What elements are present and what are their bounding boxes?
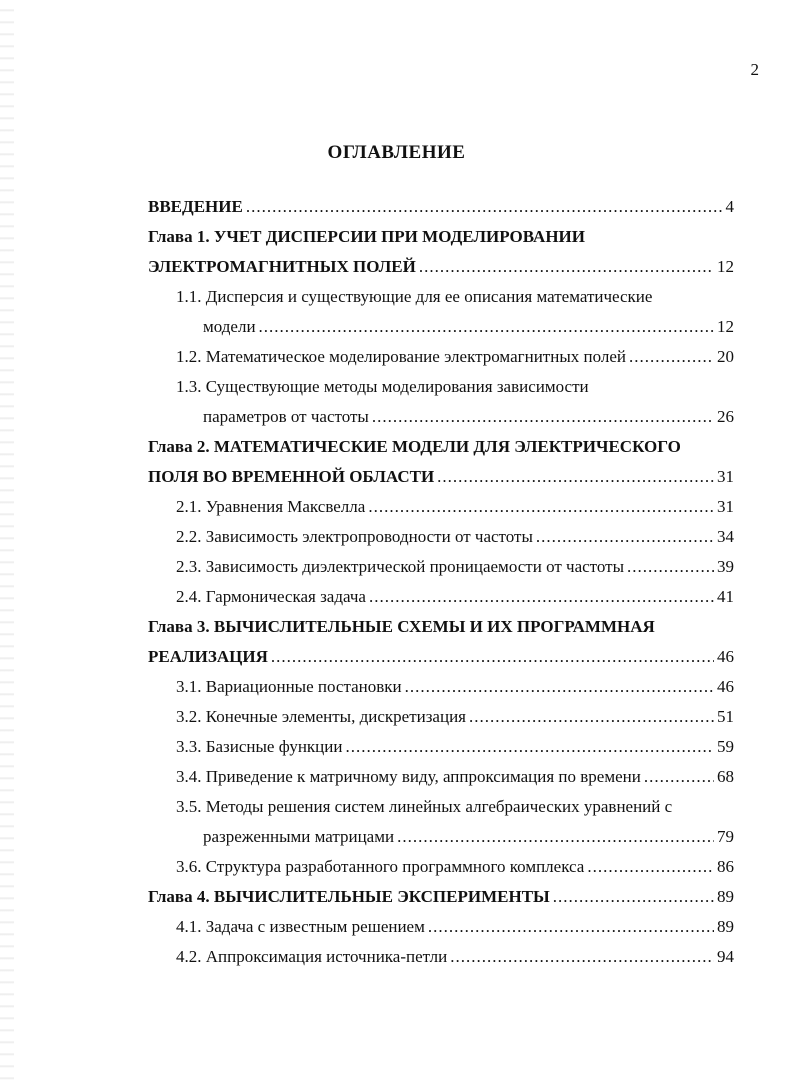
toc-page-number: 89 — [717, 887, 734, 906]
page-title: ОГЛАВЛЕНИЕ — [327, 142, 466, 163]
toc-page-number: 12 — [717, 317, 734, 336]
toc-entry-section-2-1[interactable] — [148, 497, 734, 527]
toc-page-number: 4 — [725, 197, 734, 216]
toc-page-number: 79 — [717, 827, 734, 846]
toc-entry-label: ВВЕДЕНИЕ — [148, 197, 243, 216]
toc-page-number: 12 — [717, 257, 734, 276]
toc-entry-chapter-3-line-2[interactable] — [148, 647, 734, 677]
toc-entry-label: 3.3. Базисные функции — [176, 737, 343, 756]
leader-dots — [368, 497, 714, 517]
toc-entry-label: РЕАЛИЗАЦИЯ — [148, 647, 268, 666]
leader-dots — [259, 317, 714, 337]
toc-page-number: 31 — [717, 497, 734, 516]
toc-entry-label: Глава 3. ВЫЧИСЛИТЕЛЬНЫЕ СХЕМЫ И ИХ ПРОГРАММНАЯ — [148, 617, 655, 636]
toc-page-number: 31 — [717, 467, 734, 486]
toc-entry-label: 3.5. Методы решения систем линейных алгебраических уравнений с — [176, 797, 673, 816]
toc-entry-label: Глава 4. ВЫЧИСЛИТЕЛЬНЫЕ ЭКСПЕРИМЕНТЫ — [148, 887, 550, 906]
toc-page-number: 89 — [717, 917, 734, 936]
page-number: 2 — [750, 60, 759, 79]
toc-page-number: 26 — [717, 407, 734, 426]
toc-entry-label: 2.1. Уравнения Максвелла — [176, 497, 366, 516]
leader-dots — [644, 767, 714, 787]
toc-page-number: 41 — [717, 587, 734, 606]
toc-entry-label: 2.4. Гармоническая задача — [176, 587, 366, 606]
toc-entry-label: 4.2. Аппроксимация источника-петли — [176, 947, 448, 966]
toc-entry-label: Глава 2. МАТЕМАТИЧЕСКИЕ МОДЕЛИ ДЛЯ ЭЛЕКТРИЧЕСКОГО — [148, 437, 681, 456]
toc-entry-label: 4.1. Задача с известным решением — [176, 917, 425, 936]
toc-entry-label: 1.2. Математическое моделирование электромагнитных полей — [176, 347, 626, 366]
toc-entry-section-3-4[interactable] — [148, 767, 734, 797]
toc-entry-section-3-5-line-2[interactable] — [148, 827, 734, 857]
toc-entry-section-3-6[interactable] — [148, 857, 734, 887]
toc-entry-section-3-5-line-1[interactable] — [148, 797, 734, 827]
toc-entry-section-2-4[interactable] — [148, 587, 734, 617]
toc-entry-section-3-1[interactable] — [148, 677, 734, 707]
toc-entry-label: 1.1. Дисперсия и существующие для ее описания математические — [176, 287, 653, 306]
leader-dots — [345, 737, 714, 757]
toc-page-number: 94 — [717, 947, 734, 966]
toc-page-number: 86 — [717, 857, 734, 876]
toc-entry-label: 3.1. Вариационные постановки — [176, 677, 402, 696]
toc-entry-label: 3.6. Структура разработанного программного комплекса — [176, 857, 585, 876]
leader-dots — [271, 647, 714, 667]
toc-entry-section-1-3-line-1[interactable] — [148, 377, 734, 407]
toc-entry-chapter-2-line-1[interactable] — [148, 437, 734, 467]
toc-entry-chapter-1-line-1[interactable] — [148, 227, 734, 257]
toc-entry-label: 2.3. Зависимость диэлектрической проницаемости от частоты — [176, 557, 624, 576]
toc-entry-section-1-1-line-2[interactable] — [148, 317, 734, 347]
leader-dots — [627, 557, 714, 577]
toc-entry-section-3-2[interactable] — [148, 707, 734, 737]
toc-entry-label: ПОЛЯ ВО ВРЕМЕННОЙ ОБЛАСТИ — [148, 467, 435, 486]
toc-entry-label: 3.2. Конечные элементы, дискретизация — [176, 707, 466, 726]
toc-page-number: 46 — [717, 677, 734, 696]
leader-dots — [536, 527, 714, 547]
leader-dots — [587, 857, 714, 877]
toc-page-number: 51 — [717, 707, 734, 726]
toc-entry-label: 1.3. Существующие методы моделирования зависимости — [176, 377, 589, 396]
toc-entry-section-3-3[interactable] — [148, 737, 734, 767]
toc-entry-label: Глава 1. УЧЕТ ДИСПЕРСИИ ПРИ МОДЕЛИРОВАНИИ — [148, 227, 585, 246]
leader-dots — [553, 887, 714, 907]
toc-entry-label: 2.2. Зависимость электропроводности от частоты — [176, 527, 533, 546]
leader-dots — [450, 947, 714, 967]
toc-entry-section-4-2[interactable] — [148, 947, 734, 977]
toc-page-number: 46 — [717, 647, 734, 666]
leader-dots — [372, 407, 714, 427]
toc-entry-label: 3.4. Приведение к матричному виду, аппроксимация по времени — [176, 767, 641, 786]
toc-entry-chapter-2-line-2[interactable] — [148, 467, 734, 497]
leader-dots — [629, 347, 714, 367]
table-of-contents — [148, 197, 734, 977]
toc-entry-chapter-1-line-2[interactable] — [148, 257, 734, 287]
leader-dots — [469, 707, 714, 727]
toc-entry-section-1-2[interactable] — [148, 347, 734, 377]
leader-dots — [428, 917, 714, 937]
leader-dots — [369, 587, 714, 607]
toc-entry-section-4-1[interactable] — [148, 917, 734, 947]
leader-dots — [419, 257, 714, 277]
toc-entry-chapter-3-line-1[interactable] — [148, 617, 734, 647]
toc-page-number: 20 — [717, 347, 734, 366]
toc-entry-section-1-3-line-2[interactable] — [148, 407, 734, 437]
toc-entry-label: параметров от частоты — [203, 407, 369, 426]
toc-page-number: 68 — [717, 767, 734, 786]
leader-dots — [397, 827, 714, 847]
toc-entry-section-2-3[interactable] — [148, 557, 734, 587]
toc-entry-section-2-2[interactable] — [148, 527, 734, 557]
leader-dots — [405, 677, 714, 697]
toc-page-number: 34 — [717, 527, 734, 546]
toc-entry-chapter-4[interactable] — [148, 887, 734, 917]
toc-page-number: 59 — [717, 737, 734, 756]
leader-dots — [246, 197, 723, 217]
toc-entry-label: ЭЛЕКТРОМАГНИТНЫХ ПОЛЕЙ — [148, 257, 416, 276]
toc-entry-intro[interactable] — [148, 197, 734, 227]
toc-entry-label: модели — [203, 317, 256, 336]
leader-dots — [437, 467, 714, 487]
toc-entry-label: разреженными матрицами — [203, 827, 395, 846]
toc-page-number: 39 — [717, 557, 734, 576]
toc-entry-section-1-1-line-1[interactable] — [148, 287, 734, 317]
